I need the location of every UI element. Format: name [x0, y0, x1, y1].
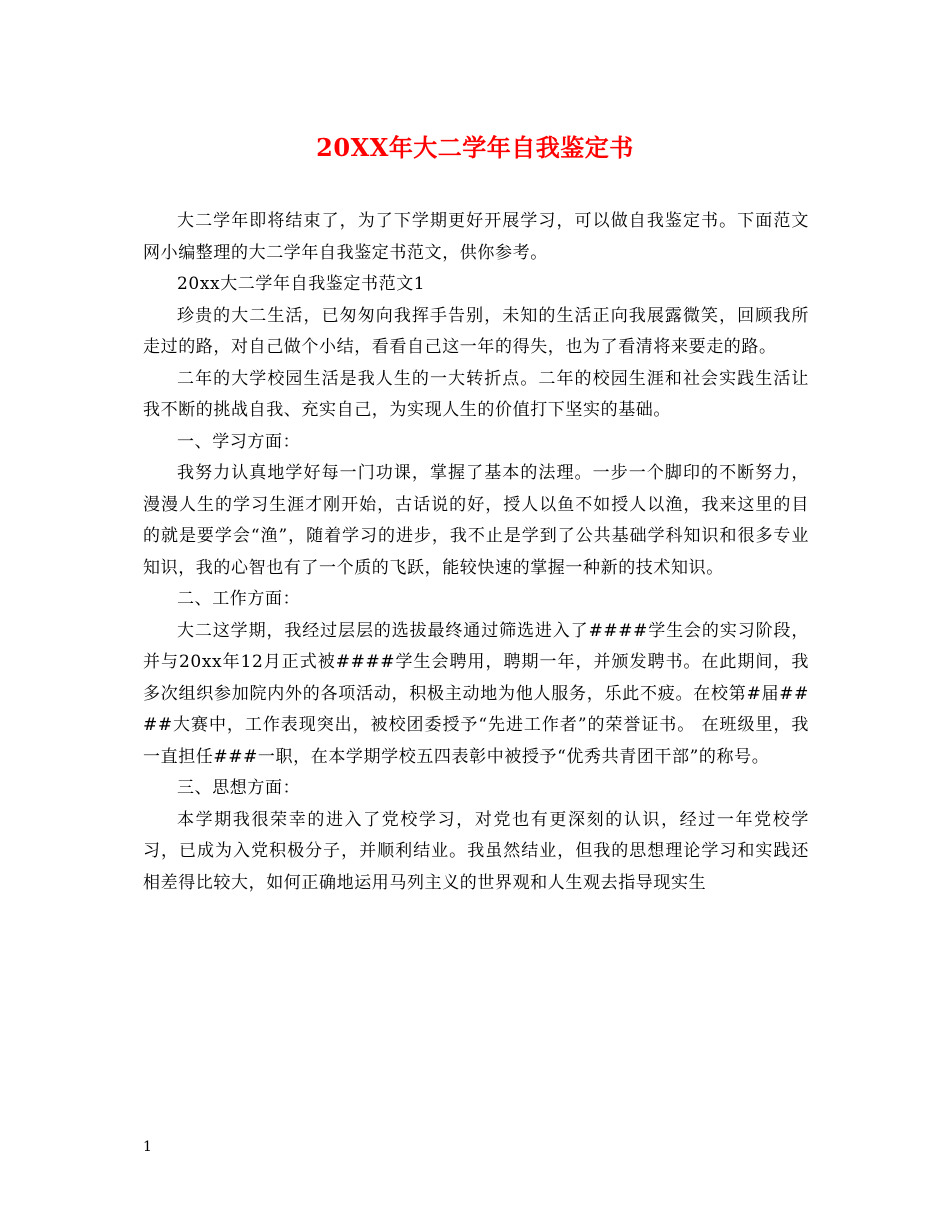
- thought-paragraph: 本学期我很荣幸的进入了党校学习，对党也有更深刻的认识，经过一年党校学习，已成为入党积极分子，并顺利结业。我虽然结业，但我的思想理论学习和实践还相差得比较大，如何正确地运用马列主义的世界观和人生观去指导现实生: [143, 809, 809, 893]
- page-number: 1: [143, 1139, 152, 1155]
- work-paragraph: 大二这学期，我经过层层的选拔最终通过筛选进入了####学生会的实习阶段，并与20xx年12月正式被####学生会聘用，聘期一年，并颁发聘书。在此期间，我多次组织参加院内外的各项活动，积极主动地为他人服务，乐此不疲。在校第#届####大赛中，工作表现突出，被校团委授予“先进工作者”的荣誉证书。 在班级里，我一直担任###一职，在本学期学校五四表彰中被授予“优秀共青团干部”的称号。: [143, 620, 809, 767]
- intro-paragraph: 大二学年即将结束了，为了下学期更好开展学习，可以做自我鉴定书。下面范文网小编整理的大二学年自我鉴定书范文，供你参考。: [143, 211, 809, 263]
- section-heading-thought: 三、思想方面：: [177, 778, 301, 798]
- sample-heading: 20xx大二学年自我鉴定书范文1: [177, 274, 426, 294]
- campus-life-paragraph: 二年的大学校园生活是我人生的一大转折点。二年的校园生涯和社会实践生活让我不断的挑战自我、充实自己，为实现人生的价值打下坚实的基础。: [143, 368, 809, 420]
- document-title: 20XX年大二学年自我鉴定书: [316, 133, 634, 162]
- section-heading-study: 一、学习方面：: [177, 431, 301, 452]
- opening-paragraph: 珍贵的大二生活，已匆匆向我挥手告别，未知的生活正向我展露微笑，回顾我所走过的路，对自己做个小结，看看自己这一年的得失，也为了看清将来要走的路。: [143, 305, 809, 357]
- section-heading-work: 二、工作方面：: [177, 589, 301, 609]
- study-paragraph: 我努力认真地学好每一门功课，掌握了基本的法理。一步一个脚印的不断努力，漫漫人生的学习生涯才刚开始，古话说的好，授人以鱼不如授人以渔，我来这里的目的就是要学会“渔”，随着学习的进步，我不止是学到了公共基础学科知识和很多专业知识，我的心智也有了一个质的飞跃，能较快速的掌握一种新的技术知识。: [143, 463, 809, 578]
- document-body: [143, 206, 809, 899]
